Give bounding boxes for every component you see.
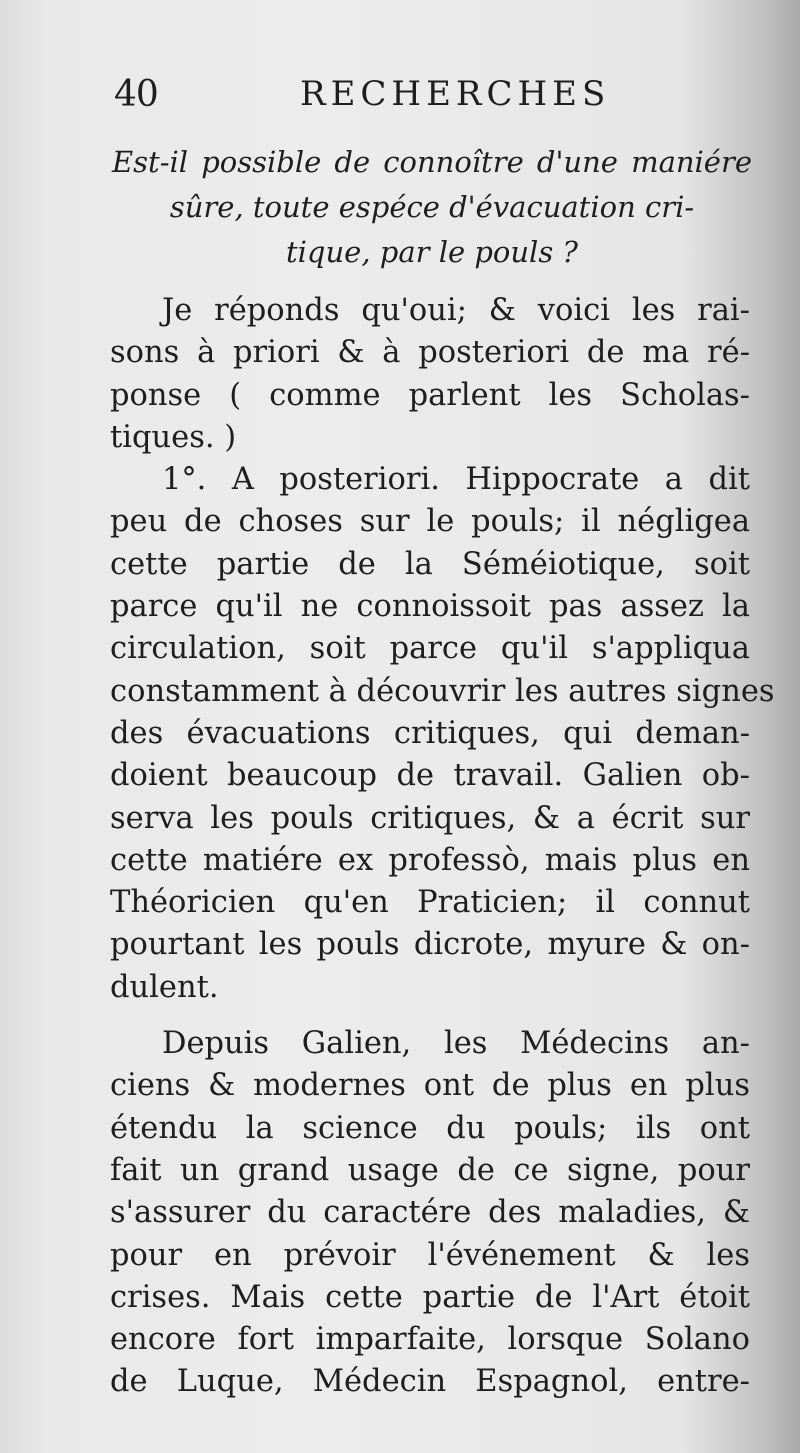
text-line: Je réponds qu'oui; & voici les rai- — [162, 293, 750, 328]
text-line: serva les pouls critiques, & a écrit sur — [110, 800, 750, 836]
title-line: Est-il possible de connoître d'une maniére — [112, 145, 752, 179]
text-line: cette matiére ex professò, mais plus en — [110, 842, 750, 878]
running-head: RECHERCHES — [300, 74, 611, 114]
page-number: 40 — [114, 74, 158, 115]
text-line: fait un grand usage de ce signe, pour — [110, 1152, 750, 1188]
text-line: Depuis Galien, les Médecins an- — [162, 1026, 750, 1062]
text-line: 1°. A posteriori. Hippocrate a dit — [162, 462, 750, 498]
page-header — [110, 68, 750, 124]
text-line: ciens & modernes ont de plus en plus — [110, 1068, 750, 1104]
text-line: parce qu'il ne connoissoit pas assez la — [110, 589, 750, 625]
text-line: ponse ( comme parlent les Scholas- — [110, 377, 750, 413]
text-line: pourtant les pouls dicrote, myure & on- — [110, 927, 750, 963]
text-line: circulation, soit parce qu'il s'appliqua — [110, 631, 750, 667]
text-line: de Luque, Médecin Espagnol, entre- — [110, 1364, 750, 1400]
paragraph-gap — [110, 1009, 750, 1023]
text-line: étendu la science du pouls; ils ont — [110, 1110, 750, 1146]
title-line: tique, par le pouls ? — [286, 235, 578, 269]
text-line: Théoricien qu'en Praticien; il connut — [110, 885, 750, 921]
text-line: sons à priori & à posteriori de ma ré- — [110, 335, 750, 371]
text-line: cette partie de la Séméiotique, soit — [110, 546, 750, 582]
section-question-title — [112, 140, 752, 275]
text-line: tiques. ) — [110, 419, 237, 455]
text-line: peu de choses sur le pouls; il négligea — [110, 504, 750, 540]
text-line: encore fort imparfaite, lorsque Solano — [110, 1322, 750, 1358]
text-line: crises. Mais cette partie de l'Art étoit — [110, 1279, 750, 1315]
text-line: dulent. — [110, 969, 219, 1005]
text-line: doient beaucoup de travail. Galien ob- — [110, 758, 750, 794]
title-line: sûre, toute espéce d'évacuation cri- — [169, 190, 695, 224]
text-line: des évacuations critiques, qui deman- — [110, 715, 750, 751]
text-line: constamment à découvrir les autres signes — [110, 673, 775, 709]
body-text — [110, 290, 775, 1404]
text-line: s'assurer du caractére des maladies, & — [110, 1195, 750, 1231]
text-line: pour en prévoir l'événement & les — [110, 1237, 750, 1273]
